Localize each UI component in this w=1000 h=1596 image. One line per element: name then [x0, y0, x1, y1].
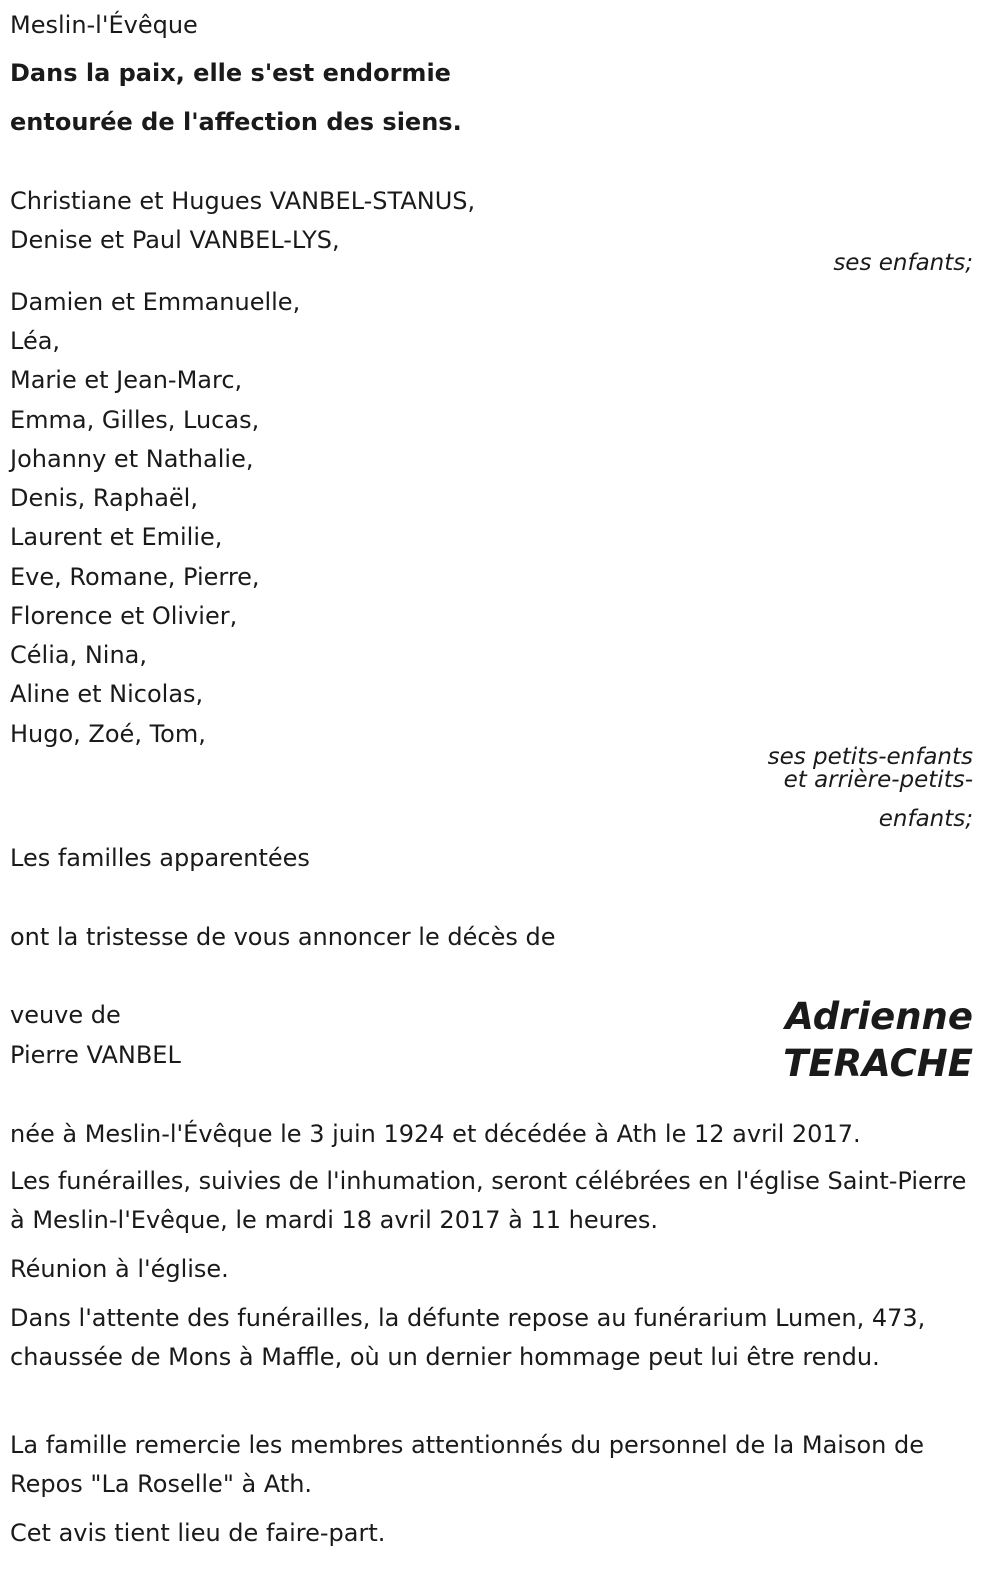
place-heading: Meslin-l'Évêque [10, 11, 198, 39]
related-families: Les familles apparentées [10, 844, 310, 872]
grandchildren-label-line-3: enfants; [878, 806, 973, 832]
grandchild-name: Eve, Romane, Pierre, [10, 563, 260, 591]
grandchild-name: Célia, Nina, [10, 641, 147, 669]
deceased-first-name: Adrienne [785, 995, 973, 1038]
announcement: ont la tristesse de vous annoncer le décès de [10, 923, 556, 951]
grandchild-name: Florence et Olivier, [10, 602, 238, 630]
grandchild-name: Laurent et Emilie, [10, 523, 223, 551]
motto-line-2: entourée de l'affection des siens. [10, 108, 462, 136]
deceased-last-name: TERACHE [783, 1042, 973, 1085]
notice-note: Cet avis tient lieu de faire-part. [10, 1519, 386, 1547]
grandchild-name: Marie et Jean-Marc, [10, 366, 243, 394]
grandchild-name: Denis, Raphaël, [10, 484, 198, 512]
grandchild-name: Léa, [10, 327, 61, 355]
grandchild-name: Aline et Nicolas, [10, 680, 204, 708]
children-label: ses enfants; [833, 250, 973, 276]
funeral-info: Les funérailles, suivies de l'inhumation, seront célébrées en l'église Saint-Pierre à Meslin-l'Evêque, le mardi 18 avril 2017 à 11 heures. [10, 1167, 967, 1234]
grandchild-name: Johanny et Nathalie, [10, 445, 254, 473]
thanks-note: La famille remercie les membres attentionnés du personnel de la Maison de Repos "La Roselle" à Ath. [10, 1431, 924, 1498]
grandchildren-label-line-1: ses petits-enfants [767, 744, 973, 770]
grandchild-name: Emma, Gilles, Lucas, [10, 406, 260, 434]
birth-death-info: née à Meslin-l'Évêque le 3 juin 1924 et décédée à Ath le 12 avril 2017. [10, 1120, 861, 1148]
child-name: Denise et Paul VANBEL-LYS, [10, 226, 340, 254]
grandchildren-label-line-2: et arrière-petits- [783, 767, 973, 793]
widow-of-label: veuve de [10, 1001, 121, 1029]
grandchild-name: Hugo, Zoé, Tom, [10, 720, 206, 748]
resting-place-info: Dans l'attente des funérailles, la défunte repose au funérarium Lumen, 473, chaussée de Mons à Maffle, où un dernier hommage peut lui être rendu. [10, 1304, 926, 1371]
grandchild-name: Damien et Emmanuelle, [10, 288, 301, 316]
child-name: Christiane et Hugues VANBEL-STANUS, [10, 187, 476, 215]
late-husband-name: Pierre VANBEL [10, 1041, 181, 1069]
motto-line-1: Dans la paix, elle s'est endormie [10, 59, 451, 87]
meeting-info: Réunion à l'église. [10, 1255, 229, 1283]
